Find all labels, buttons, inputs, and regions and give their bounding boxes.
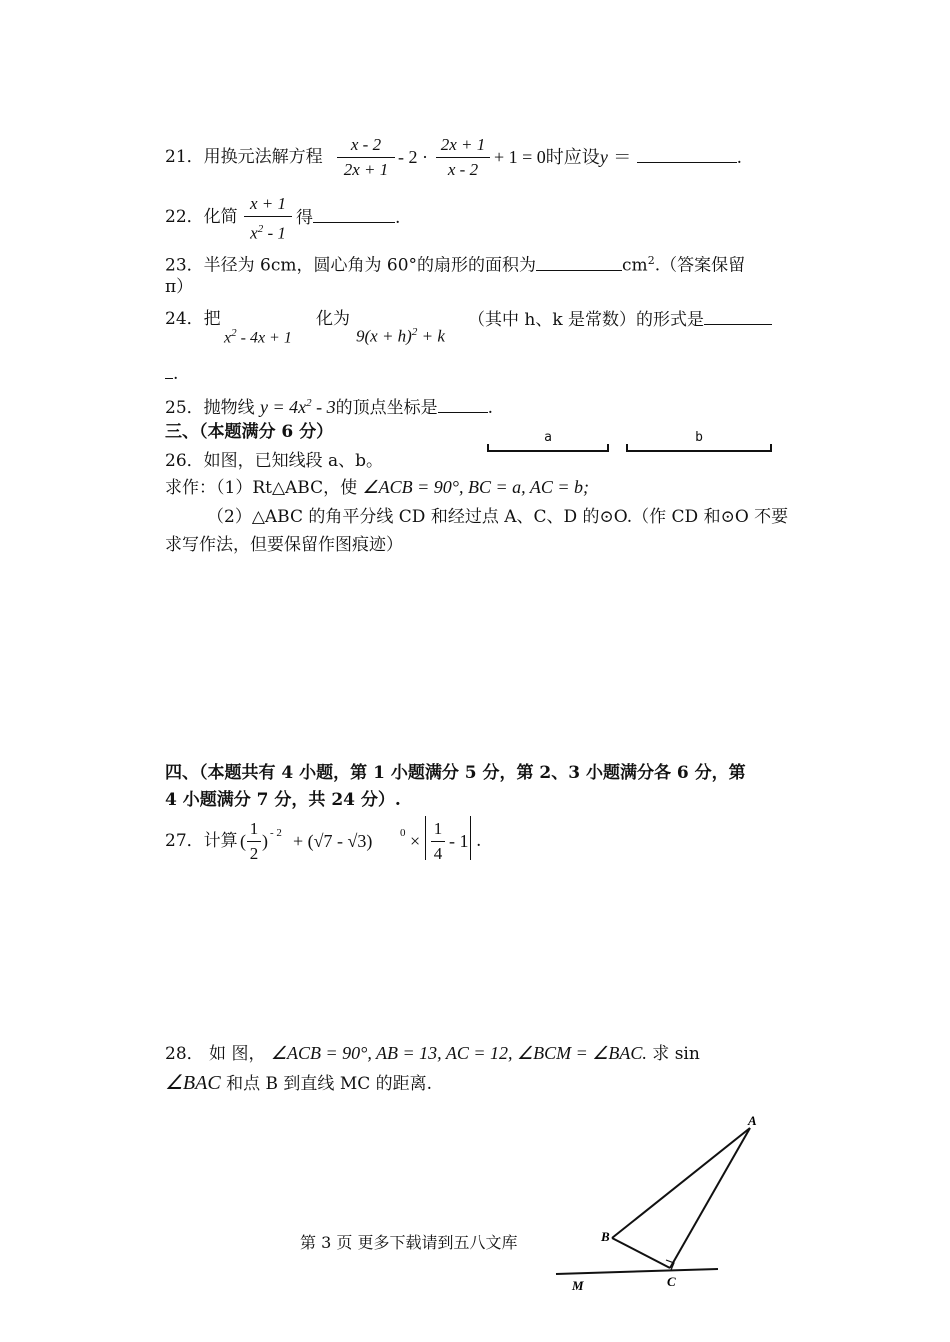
- q25-prefix: 25．抛物线: [165, 398, 255, 418]
- q26-line2-pre: 求作：（1）Rt△ABC，使: [165, 478, 358, 498]
- q25-expr: [260, 397, 336, 417]
- q27-paren-open: (: [240, 831, 246, 851]
- q24-post-text: （其中 h、k 是常数）的形式是: [468, 310, 705, 330]
- q26-line3: （2）△ABC 的角平分线 CD 和经过点 A、C、D 的⊙O.（作 CD 和⊙O 不要: [207, 507, 789, 527]
- q23-unit-sup: 2: [647, 254, 655, 267]
- q23-text: 23．半径为 6cm，圆心角为 60°的扇形的面积为: [165, 255, 537, 276]
- q23-tail: .（答案保留: [654, 255, 746, 276]
- q25-line: [165, 392, 493, 419]
- q21-fraction-2: [436, 134, 490, 181]
- q21-answer-blank[interactable]: [637, 146, 737, 163]
- q25-answer-blank[interactable]: [438, 396, 488, 413]
- q22-numerator: x + 1: [249, 194, 287, 213]
- q26-line2: [165, 476, 589, 499]
- q27-tail: - 1: [449, 831, 469, 851]
- label-c: C: [667, 1274, 676, 1289]
- segment-b: [626, 432, 772, 452]
- q27-exponent-0: 0: [400, 827, 406, 839]
- q23-unit: cm: [622, 255, 648, 276]
- q27-end: .: [476, 831, 482, 851]
- side-ab: [612, 1128, 750, 1238]
- q23-line2: π）: [165, 277, 194, 297]
- q25-expr-sup: 2: [306, 397, 312, 409]
- q26-line4: 求写作法，但要保留作图痕迹）: [165, 535, 403, 555]
- q21-tail-text: + 1 = 0时应设: [494, 147, 600, 167]
- segment-b-label: b: [695, 430, 703, 445]
- q24-mid: 化为: [316, 309, 350, 329]
- q22-den-sup: 2: [257, 223, 264, 235]
- q27-half-num: 1: [249, 819, 259, 838]
- q21-prefix: 21．用换元法解方程: [165, 147, 323, 167]
- q22-prefix: 22．化简: [165, 207, 238, 227]
- q28-line1: [165, 1042, 700, 1065]
- q27-times: ×: [410, 831, 421, 851]
- q24-expr1: [224, 322, 292, 349]
- q21-variable: y: [599, 147, 608, 167]
- q26-line2-math: ∠ACB = 90°, BC = a, AC = b;: [362, 477, 589, 497]
- q24-expr2-base: 9(x + h): [356, 326, 412, 346]
- q28-line1-pre: 28． 如 图，: [165, 1044, 266, 1064]
- q26-line1: 26．如图，已知线段 a、b。: [165, 451, 384, 471]
- q22-den-var: x: [250, 223, 258, 243]
- page-footer: 第 3 页 更多下载请到五八文库: [300, 1233, 518, 1252]
- q27-middle: + (√7 - √3): [293, 831, 373, 851]
- q23-answer-blank[interactable]: [536, 254, 622, 271]
- q21-middle: - 2 ·: [398, 147, 428, 167]
- q25-post: 的顶点坐标是: [335, 398, 438, 418]
- q27-fraction-half: [247, 818, 261, 865]
- q21-frac2-denominator: x - 2: [447, 160, 479, 179]
- q22-denominator: [244, 218, 292, 245]
- label-a: A: [748, 1113, 757, 1128]
- q24-end: .: [173, 364, 179, 384]
- q21-end: .: [736, 148, 743, 168]
- q25-expr-tail: - 3: [311, 397, 336, 417]
- q22-end: .: [395, 208, 401, 228]
- q21-equals: ＝: [613, 147, 632, 167]
- q27-quarter-den: 4: [433, 844, 443, 863]
- q24-post: [468, 308, 772, 331]
- label-b: B: [601, 1229, 610, 1244]
- q28-line1-math: ∠ACB = 90°, AB = 13, AC = 12, ∠BCM = ∠BAC.: [270, 1043, 647, 1063]
- q24-prefix: 24．把: [165, 309, 221, 329]
- section-4-line1: 四、（本题共有 4 小题，第 1 小题满分 5 分，第 2、3 小题满分各 6 分，第: [165, 763, 746, 783]
- q28-line2-math: ∠BAC: [165, 1072, 221, 1094]
- q24-expr1-sup: 2: [231, 327, 237, 339]
- q24-expr2: [356, 321, 445, 348]
- q28-line1-post: 求 sin: [652, 1044, 700, 1064]
- q22-answer-blank[interactable]: [313, 206, 395, 223]
- q24-expr1-var: x: [224, 329, 232, 347]
- line-mc: [556, 1269, 718, 1274]
- q22-tail: [296, 206, 400, 229]
- q27-abs-left: [425, 816, 426, 860]
- q28-line2: [165, 1072, 432, 1095]
- q21-frac1-denominator: 2x + 1: [343, 160, 389, 179]
- q25-expr-base: y = 4x: [260, 397, 307, 417]
- triangle-figure: [550, 1110, 757, 1296]
- q27-exponent: - 2: [270, 827, 282, 839]
- section-4-line2: 4 小题满分 7 分，共 24 分）.: [165, 790, 401, 810]
- q22-fraction: [244, 193, 292, 245]
- side-ac: [670, 1128, 750, 1268]
- q21-fraction-1: [337, 134, 395, 181]
- q25-end: .: [487, 398, 494, 418]
- q21-frac1-numerator: x - 2: [350, 135, 382, 154]
- q27-half-den: 2: [249, 844, 259, 863]
- q27-prefix: 27．计算: [165, 831, 238, 851]
- label-m: M: [572, 1278, 584, 1293]
- q24-expr1-tail: - 4x + 1: [236, 329, 292, 347]
- segment-a: [487, 432, 609, 452]
- section-3-title: 三、（本题满分 6 分）: [165, 422, 334, 442]
- q24-answer-blank-cont[interactable]: [165, 362, 173, 379]
- side-bc: [612, 1238, 670, 1268]
- q21-frac2-numerator: 2x + 1: [440, 135, 486, 154]
- q27-fraction-quarter: [431, 818, 445, 865]
- q22-post: 得: [296, 208, 313, 228]
- q27-paren-close: ): [262, 831, 268, 851]
- q24-answer-blank[interactable]: [704, 308, 772, 325]
- q24-line2: [165, 362, 178, 385]
- q24-expr2-tail: + k: [417, 326, 445, 346]
- segment-a-label: a: [544, 430, 552, 445]
- q27-quarter-num: 1: [433, 819, 443, 838]
- q28-line2-post: 和点 B 到直线 MC 的距离.: [226, 1074, 433, 1094]
- q23-line1: [165, 250, 745, 277]
- q24-expr2-sup: 2: [411, 326, 418, 338]
- q22-den-tail: - 1: [263, 223, 286, 243]
- q21-tail: [494, 146, 742, 169]
- q27-abs-right: [470, 816, 471, 860]
